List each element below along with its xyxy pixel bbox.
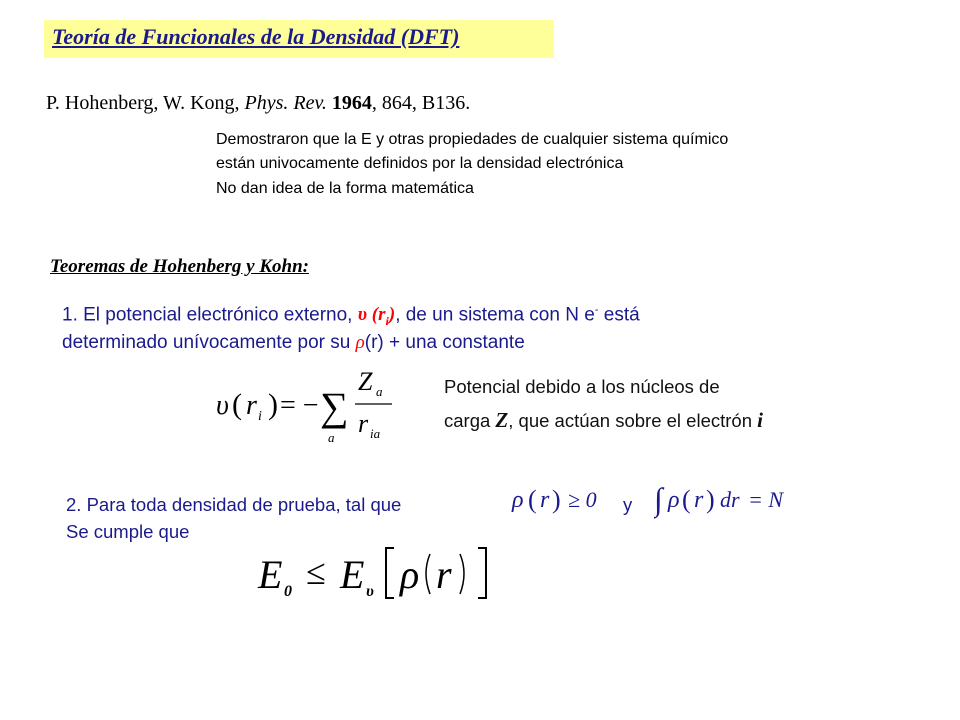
- svg-text:υ: υ: [366, 583, 374, 600]
- t1-text-d: determinado unívocamente por su: [62, 332, 356, 353]
- svg-text:= N: = N: [748, 487, 784, 512]
- ref-rest: , 864, B136.: [371, 92, 471, 114]
- svg-text:r: r: [694, 487, 704, 513]
- potential-note-line-1: Potencial debido a los núcleos de: [444, 376, 720, 397]
- theorem-2-line-1: 2. Para toda densidad de prueba, tal que: [66, 494, 402, 515]
- svg-text:υ: υ: [216, 390, 229, 421]
- svg-text:): ): [268, 388, 278, 421]
- svg-text:): ): [552, 485, 561, 514]
- svg-text:E: E: [340, 552, 365, 597]
- theorem-1-line-1: [62, 304, 640, 329]
- svg-text:≤: ≤: [306, 552, 326, 592]
- theorem-2-line-2: Se cumple que: [66, 521, 190, 542]
- note-line-2: están univocamente definidos por la densidad electrónica: [216, 155, 624, 172]
- svg-text:= −: = −: [280, 390, 319, 421]
- potential-equation: [212, 366, 412, 446]
- nu-symbol: υ $(r_i)$: [357, 304, 396, 329]
- svg-text:ρ: ρ: [400, 552, 420, 597]
- svg-text:∫: ∫: [654, 481, 663, 517]
- svg-text:≥ 0: ≥ 0: [568, 487, 597, 512]
- svg-text:ρ: ρ: [512, 487, 524, 513]
- svg-text:0: 0: [284, 583, 292, 600]
- svg-text:r: r: [246, 390, 257, 421]
- svg-text:a: a: [328, 430, 335, 445]
- ref-year: 1964: [331, 92, 372, 114]
- svg-text:a: a: [376, 384, 383, 399]
- svg-text:ρ: ρ: [668, 487, 680, 513]
- reference-citation: [46, 92, 470, 115]
- theorem-2-y: y: [623, 494, 633, 515]
- svg-text:i: i: [258, 409, 262, 424]
- svg-text:r: r: [436, 552, 452, 597]
- svg-text:r: r: [358, 409, 369, 438]
- normalization-condition: [654, 478, 794, 520]
- t1-text-a: 1. El potencial electrónico externo,: [62, 304, 358, 326]
- svg-text:dr: dr: [720, 487, 740, 512]
- page-title: Teoría de Funcionales de la Densidad (DFT): [52, 24, 460, 49]
- theorems-heading: Teoremas de Hohenberg y Kohn:: [50, 256, 309, 277]
- rho-symbol: ρ: [355, 332, 365, 353]
- svg-text:): ): [706, 485, 715, 514]
- t1-text-c: está: [598, 304, 640, 326]
- ref-authors: P. Hohenberg, W. Kong,: [46, 92, 245, 114]
- svg-text:ia: ia: [370, 426, 381, 441]
- svg-text:(: (: [528, 485, 537, 514]
- svg-text:(: (: [682, 485, 691, 514]
- potential-note-line-2: carga Z, que actúan sobre el electrón i: [444, 408, 763, 432]
- svg-text:∑: ∑: [320, 384, 349, 429]
- t1-superscript: -: [594, 304, 599, 316]
- svg-text:(: (: [232, 388, 242, 421]
- positivity-condition: [510, 482, 616, 518]
- ref-journal: Phys. Rev.: [244, 92, 327, 114]
- svg-text:r: r: [540, 487, 550, 513]
- note-line-1: Demostraron que la E y otras propiedades de cualquier sistema químico: [216, 131, 729, 148]
- svg-text:E: E: [258, 552, 283, 597]
- svg-text:Z: Z: [358, 367, 373, 396]
- t1-text-b: , de un sistema con N e: [395, 304, 595, 326]
- variational-equation: [252, 538, 512, 604]
- note-line-3: No dan idea de la forma matemática: [216, 180, 474, 197]
- t1-text-e: (r) + una constante: [364, 332, 525, 353]
- theorem-1-line-2: [62, 332, 525, 354]
